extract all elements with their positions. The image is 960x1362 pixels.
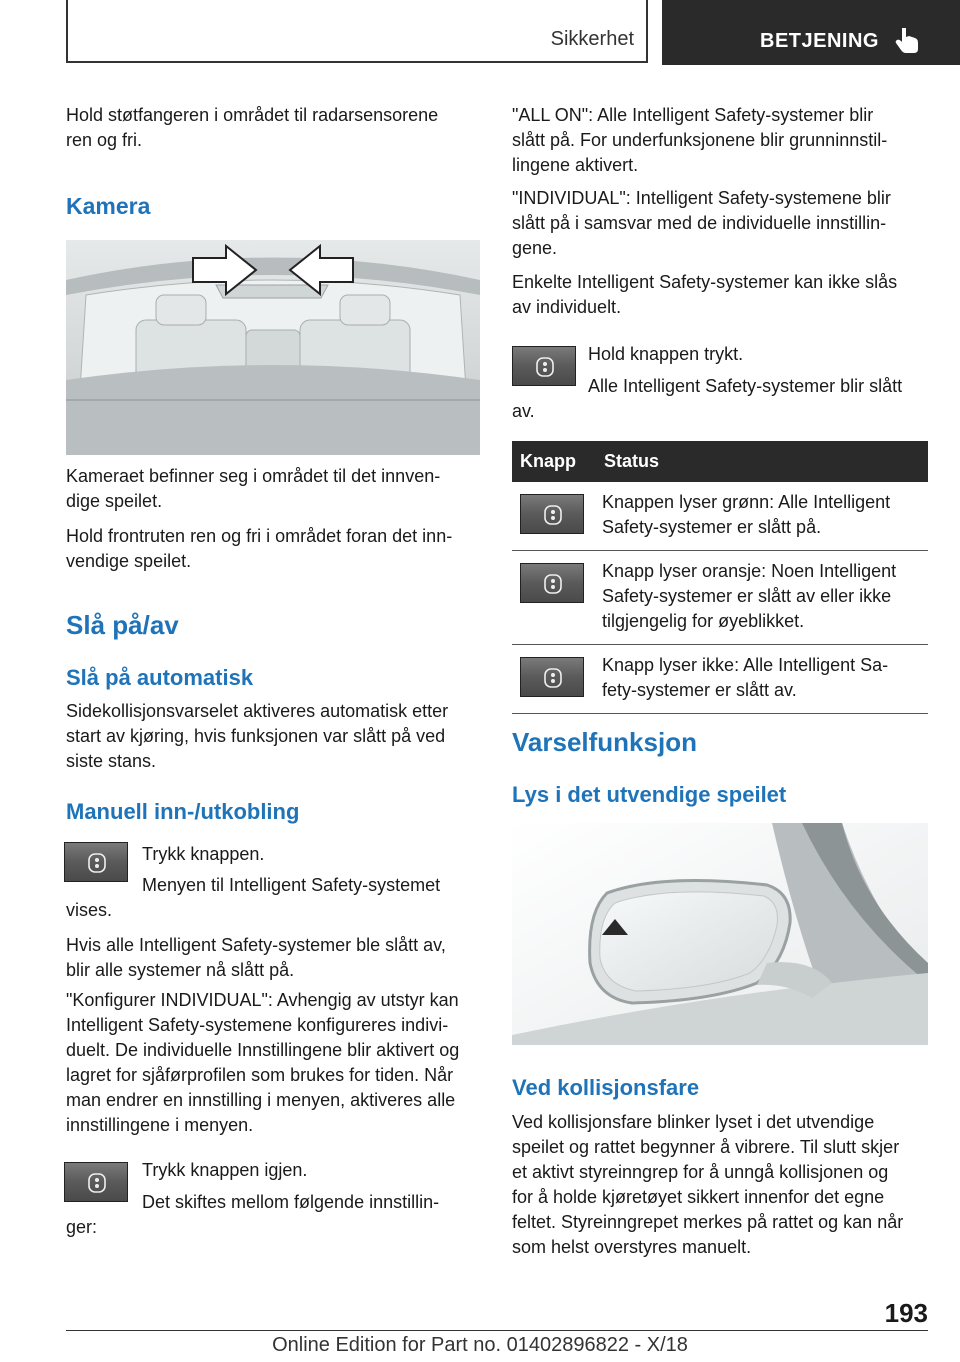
step-hold-button: Hold knappen trykt. (588, 344, 744, 364)
paragraph-allon-line: "ALL ON": Alle Intelligent Safety-systemer blir (512, 105, 874, 125)
paragraph-enkelte-line: av individuelt. (512, 297, 622, 317)
column-header-status: Status (596, 441, 928, 482)
safety-button-icon (535, 356, 555, 378)
rear-window-camera-illustration (66, 240, 480, 455)
safety-button-image (520, 657, 584, 697)
safety-button-icon (543, 504, 563, 526)
paragraph-individual-line: "INDIVIDUAL": Intelligent Safety-systemene blir (512, 188, 891, 208)
safety-button-icon (543, 573, 563, 595)
paragraph-bumper-line: Hold støtfangeren i området til radarsensorene (66, 105, 439, 125)
paragraph-all-line: blir alle systemer nå slått på. (66, 960, 295, 980)
status-text-line: Knapp lyser ikke: Alle Intelligent Sa- (602, 655, 889, 675)
safety-button-image (520, 563, 584, 603)
paragraph-konfig-line: "Konfigurer INDIVIDUAL": Avhengig av utstyr kan (66, 990, 459, 1010)
paragraph-collision-line: feltet. Styreinngrepet merkes på rattet og kan når (512, 1212, 904, 1232)
heading-varselfunksjon: Varselfunksjon (512, 727, 697, 757)
header-section-tab (66, 0, 648, 63)
safety-button-image (512, 346, 576, 386)
paragraph-konfig-line: innstillingene i menyen. (66, 1115, 254, 1135)
step-switch-settings: Det skiftes mellom følgende innstillin- (142, 1192, 440, 1212)
footer-divider (66, 1330, 928, 1331)
paragraph-individual-line: slått på i samsvar med de individuelle innstillin- (512, 213, 887, 233)
step-all-off: Alle Intelligent Safety-systemer blir slått (588, 376, 903, 396)
table-row (512, 551, 928, 645)
heading-manuell: Manuell inn-/utkobling (66, 799, 300, 824)
table-row (512, 482, 928, 551)
safety-button-image (64, 1162, 128, 1202)
paragraph-konfig-line: duelt. De individuelle Innstillingene blir aktivert og (66, 1040, 460, 1060)
safety-button-icon (87, 1172, 107, 1194)
paragraph-camera-line: dige speilet. (66, 491, 163, 511)
safety-button-image (64, 842, 128, 882)
step-switch-settings-cont: ger: (66, 1217, 98, 1237)
header-chapter-tab (662, 0, 960, 65)
heading-ved-kollisjonsfare: Ved kollisjonsfare (512, 1075, 700, 1100)
header-chapter-title: BETJENING (760, 30, 879, 52)
paragraph-allon-line: lingene aktivert. (512, 155, 639, 175)
paragraph-konfig-line: man endrer en innstilling i menyen, aktiveres alle (66, 1090, 456, 1110)
safety-button-image (520, 494, 584, 534)
status-text-line: Knapp lyser oransje: Noen Intelligent (602, 561, 897, 581)
paragraph-auto-line: Sidekollisjonsvarselet aktiveres automatisk etter (66, 701, 449, 721)
paragraph-collision-line: som helst overstyres manuelt. (512, 1237, 752, 1257)
paragraph-collision-line: et aktivt styreinngrep for å unngå kollisjonen og (512, 1162, 889, 1182)
status-text-line: Safety-systemer er slått av eller ikke (602, 586, 892, 606)
side-mirror-illustration (512, 823, 928, 1045)
paragraph-allon-line: slått på. For underfunksjonene blir grunninnstil- (512, 130, 888, 150)
heading-slaa-paa-automatisk: Slå på automatisk (66, 665, 254, 690)
step-all-off-cont: av. (512, 401, 535, 421)
heading-slaa-paa-av: Slå på/av (66, 610, 179, 640)
column-header-knapp: Knapp (512, 441, 596, 482)
paragraph-auto-line: start av kjøring, hvis funksjonen var slått på ved (66, 726, 446, 746)
step-menu-shown: Menyen til Intelligent Safety-systemet (142, 875, 441, 895)
button-status-table (512, 441, 928, 714)
footer-edition: Online Edition for Part no. 01402896822 - X/18 (272, 1334, 688, 1356)
paragraph-collision-line: Ved kollisjonsfare blinker lyset i det utvendige (512, 1112, 875, 1132)
safety-button-icon (543, 667, 563, 689)
paragraph-collision-line: speilet og rattet begynner å vibrere. Til slutt skjer (512, 1137, 900, 1157)
step-menu-shown-cont: vises. (66, 900, 113, 920)
step-press-again: Trykk knappen igjen. (142, 1160, 308, 1180)
step-press-button: Trykk knappen. (142, 844, 265, 864)
hand-pointer-icon (894, 26, 920, 54)
page-number: 193 (884, 1298, 928, 1328)
heading-lys-speilet: Lys i det utvendige speilet (512, 782, 787, 807)
header-section-title: Sikkerhet (550, 28, 634, 50)
paragraph-enkelte-line: Enkelte Intelligent Safety-systemer kan ikke slås (512, 272, 898, 292)
safety-button-icon (87, 852, 107, 874)
paragraph-camera-line: Kameraet befinner seg i området til det innven- (66, 466, 441, 486)
status-text-line: Knappen lyser grønn: Alle Intelligent (602, 492, 891, 512)
paragraph-individual-line: gene. (512, 238, 558, 258)
table-row (512, 645, 928, 714)
heading-kamera: Kamera (66, 193, 151, 219)
paragraph-windshield-line: vendige speilet. (66, 551, 192, 571)
paragraph-windshield-line: Hold frontruten ren og fri i området foran det inn- (66, 526, 453, 546)
paragraph-collision-line: for å holde kjøretøyet sikkert innenfor det egne (512, 1187, 885, 1207)
status-text-line: Safety-systemer er slått på. (602, 517, 822, 537)
status-text-line: fety-systemer er slått av. (602, 680, 797, 700)
paragraph-konfig-line: lagret for sjåførprofilen som brukes for tiden. Når (66, 1065, 454, 1085)
paragraph-konfig-line: Intelligent Safety-systemene konfigureres indivi- (66, 1015, 449, 1035)
status-text-line: tilgjengelig for øyeblikket. (602, 611, 805, 631)
paragraph-bumper-line: ren og fri. (66, 130, 143, 150)
paragraph-auto-line: siste stans. (66, 751, 157, 771)
paragraph-all-line: Hvis alle Intelligent Safety-systemer ble slått av, (66, 935, 446, 955)
